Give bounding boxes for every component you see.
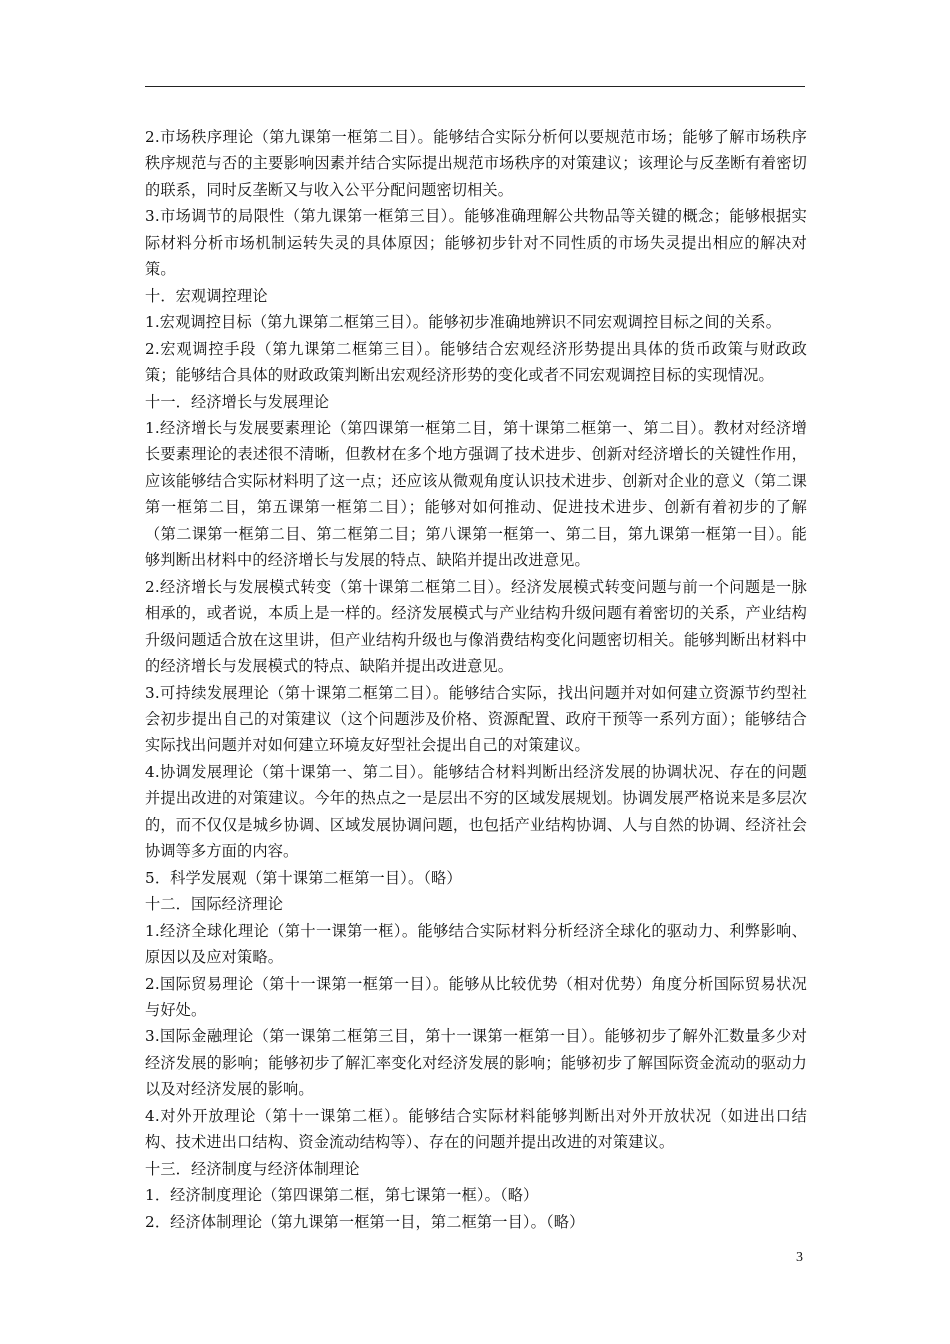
section-heading: 十二．国际经济理论 <box>145 895 284 914</box>
paragraph: 2．经济体制理论（第九课第一框第一目，第二框第一目）。（略） <box>145 1212 585 1231</box>
paragraph: 2.市场秩序理论（第九课第一框第二目）。能够结合实际分析何以要规范市场；能够了解市场秩序秩序规范与否的主要影响因素并结合实际提出规范市场秩序的对策建议；该理论与反垄断有着密切的联系，同时反垄断又与收入公平分配问题密切相关。 <box>145 128 807 199</box>
paragraph: 1.宏观调控目标（第九课第二框第三目）。能够初步准确地辨识不同宏观调控目标之间的关系。 <box>145 313 782 332</box>
paragraph: 4.对外开放理论（第十一课第二框）。能够结合实际材料能够判断出对外开放状况（如进出口结构、技术进出口结构、资金流动结构等）、存在的问题并提出改进的对策建议。 <box>145 1106 807 1152</box>
paragraph: 1．经济制度理论（第四课第二框，第七课第一框）。（略） <box>145 1186 539 1205</box>
paragraph: 3.国际金融理论（第一课第二框第三目，第十一课第一框第一目）。能够初步了解外汇数量多少对经济发展的影响；能够初步了解汇率变化对经济发展的影响；能够初步了解国际资金流动的驱动力以及对经济发展的影响。 <box>145 1027 807 1099</box>
paragraph: 5．科学发展观（第十课第二框第一目）。（略） <box>145 868 462 887</box>
paragraph: 2.宏观调控手段（第九课第二框第三目）。能够结合宏观经济形势提出具体的货币政策与财政政策；能够结合具体的财政政策判断出宏观经济形势的变化或者不同宏观调控目标的实现情况。 <box>145 339 807 385</box>
section-heading: 十三．经济制度与经济体制理论 <box>145 1159 360 1178</box>
paragraph: 3.市场调节的局限性（第九课第一框第三目）。能够准确理解公共物品等关键的概念；能够根据实际材料分析市场机制运转失灵的具体原因；能够初步针对不同性质的市场失灵提出相应的解决对策。 <box>145 207 807 279</box>
section-heading: 十．宏观调控理论 <box>145 286 268 305</box>
paragraph: 1.经济增长与发展要素理论（第四课第一框第二目，第十课第二框第一、第二目）。教材对经济增长要素理论的表述很不清晰，但教材在多个地方强调了技术进步、创新对经济增长的关键性作用，应该能够结合实际材料明了这一点；还应该从微观角度认识技术进步、创新对企业的意义（第二课第一框第二目，第五课第一框第二目）；能够对如何推动、促进技术进步、创新有着初步的了解（第二课第一框第二目、第二框第二目；第八课第一框第一、第二目，第九课第一框第一目）。能够判断出材料中的经济增长与发展的特点、缺陷并提出改进意见。 <box>145 418 807 570</box>
section-heading: 十一．经济增长与发展理论 <box>145 392 330 411</box>
body-text <box>145 124 807 1235</box>
paragraph: 3.可持续发展理论（第十课第二框第二目）。能够结合实际，找出问题并对如何建立资源节约型社会初步提出自己的对策建议（这个问题涉及价格、资源配置、政府干预等一系列方面）；能够结合实际找出问题并对如何建立环境友好型社会提出自己的对策建议。 <box>145 683 807 755</box>
paragraph: 1.经济全球化理论（第十一课第一框）。能够结合实际材料分析经济全球化的驱动力、利弊影响、原因以及应对策略。 <box>145 921 807 967</box>
page-number: 3 <box>796 1250 803 1265</box>
paragraph: 2.经济增长与发展模式转变（第十课第二框第二目）。经济发展模式转变问题与前一个问题是一脉相承的，或者说，本质上是一样的。经济发展模式与产业结构升级问题有着密切的关系，产业结构升级问题适合放在这里讲，但产业结构升级也与像消费结构变化问题密切相关。能够判断出材料中的经济增长与发展模式的特点、缺陷并提出改进意见。 <box>145 577 807 676</box>
paragraph: 4.协调发展理论（第十课第一、第二目）。能够结合材料判断出经济发展的协调状况、存在的问题并提出改进的对策建议。今年的热点之一是层出不穷的区域发展规划。协调发展严格说来是多层次的，而不仅仅是城乡协调、区域发展协调问题，也包括产业结构协调、人与自然的协调、经济社会协调等多方面的内容。 <box>145 762 807 861</box>
paragraph: 2.国际贸易理论（第十一课第一框第一目）。能够从比较优势（相对优势）角度分析国际贸易状况与好处。 <box>145 974 807 1019</box>
header-rule <box>145 86 805 87</box>
